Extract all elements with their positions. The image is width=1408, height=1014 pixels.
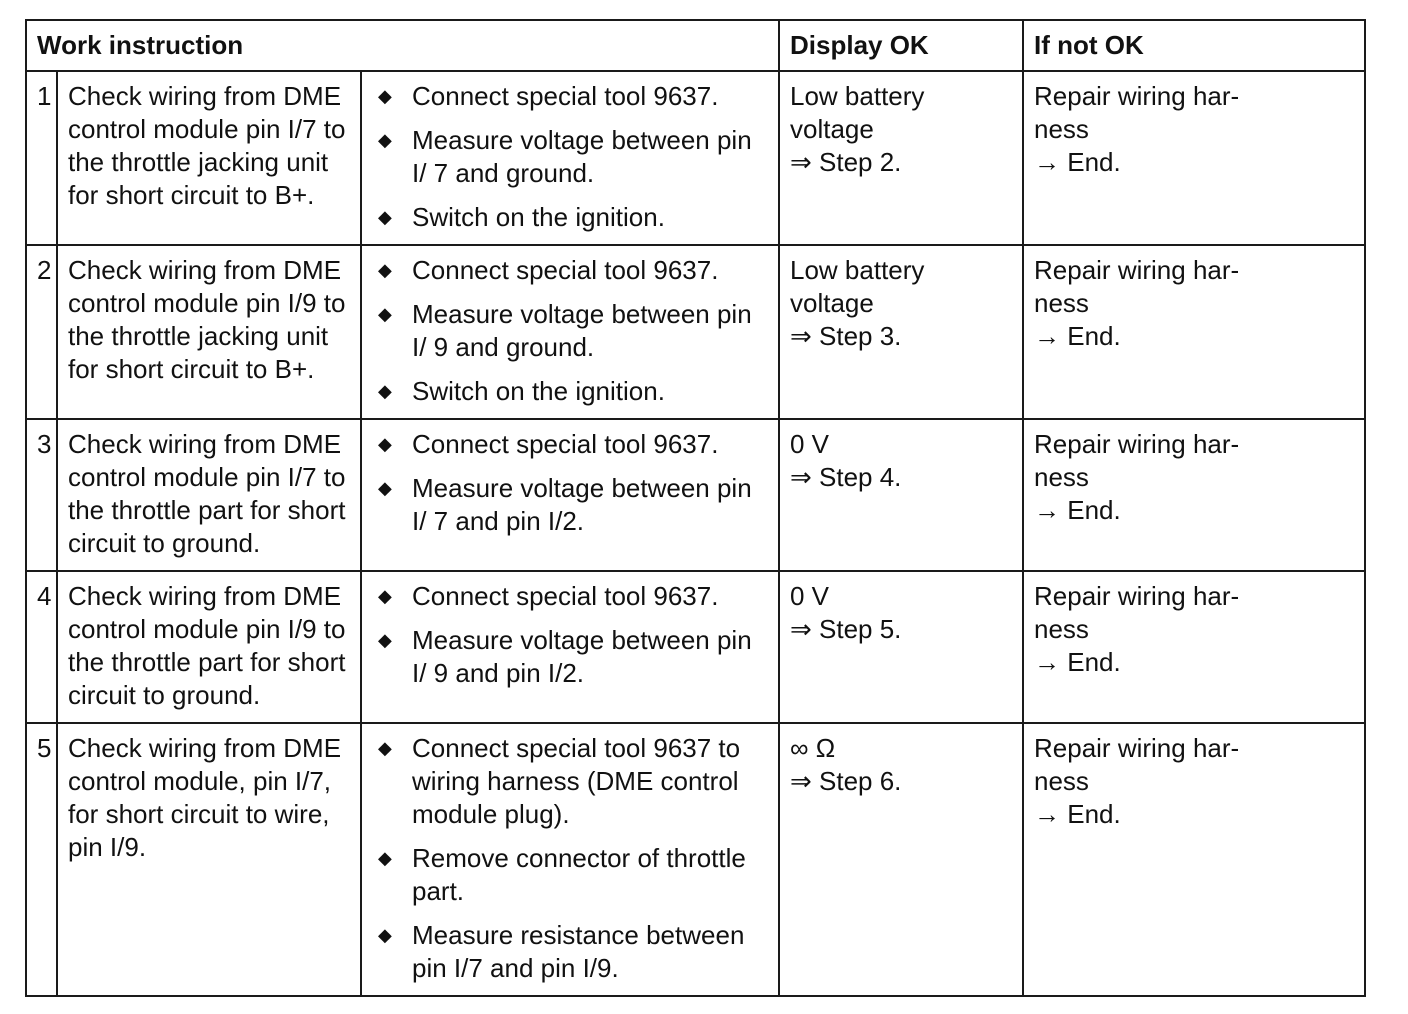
if-not-ok-line: → End.: [1034, 147, 1121, 177]
if-not-ok-cell: [1023, 245, 1365, 419]
step-actions: [361, 245, 779, 419]
if-not-ok-line: → End.: [1034, 321, 1121, 351]
action-list: [372, 254, 768, 408]
step-task: Check wiring from DME control module pin I/9 to the throttle part for short circuit to ground.: [57, 571, 361, 723]
header-row: [26, 20, 1365, 71]
diamond-bullet-icon: ◆: [378, 925, 392, 945]
step-actions: [361, 419, 779, 571]
display-ok-line: ⇒ Step 3.: [790, 321, 902, 351]
display-ok-cell: [779, 245, 1023, 419]
display-ok-cell: [779, 723, 1023, 996]
action-text: Measure voltage between pin I/ 9 and ground.: [412, 299, 752, 362]
display-ok-line: 0 V: [790, 581, 830, 611]
action-text: Switch on the ignition.: [412, 376, 665, 406]
step-number: 3: [26, 419, 57, 571]
if-not-ok-cell: [1023, 419, 1365, 571]
header-if-not-ok: If not OK: [1023, 20, 1365, 71]
table-row: [26, 723, 1365, 996]
step-number: 4: [26, 571, 57, 723]
action-item: [372, 732, 768, 831]
if-not-ok-line: → End.: [1034, 799, 1121, 829]
action-text: Connect special tool 9637.: [412, 429, 719, 459]
step-actions: [361, 571, 779, 723]
action-item: [372, 375, 768, 408]
display-ok-line: ⇒ Step 4.: [790, 462, 902, 492]
action-text: Measure voltage between pin I/ 9 and pin I/2.: [412, 625, 752, 688]
action-text: Connect special tool 9637 to wiring harness (DME control module plug).: [412, 733, 741, 829]
step-number: 1: [26, 71, 57, 245]
action-item: [372, 580, 768, 613]
action-list: [372, 428, 768, 538]
display-ok-line: Low battery voltage: [790, 255, 932, 318]
display-ok-line: 0 V: [790, 429, 830, 459]
action-text: Connect special tool 9637.: [412, 581, 719, 611]
step-task: Check wiring from DME control module pin I/7 to the throttle jacking unit for short circuit to B+.: [57, 71, 361, 245]
action-item: [372, 919, 768, 985]
table-row: [26, 71, 1365, 245]
action-item: [372, 624, 768, 690]
diamond-bullet-icon: ◆: [378, 738, 392, 758]
diamond-bullet-icon: ◆: [378, 848, 392, 868]
action-item: [372, 298, 768, 364]
diamond-bullet-icon: ◆: [378, 586, 392, 606]
step-task: Check wiring from DME control module pin I/7 to the throttle part for short circuit to ground.: [57, 419, 361, 571]
diamond-bullet-icon: ◆: [378, 260, 392, 280]
action-item: [372, 472, 768, 538]
if-not-ok-line: ness: [1034, 614, 1089, 644]
display-ok-line: ⇒ Step 2.: [790, 147, 902, 177]
action-item: [372, 80, 768, 113]
display-ok-cell: [779, 71, 1023, 245]
action-text: Measure resistance between pin I/7 and pin I/9.: [412, 920, 745, 983]
action-text: Connect special tool 9637.: [412, 255, 719, 285]
display-ok-line: ⇒ Step 6.: [790, 766, 902, 796]
action-item: [372, 124, 768, 190]
work-instruction-table: [25, 19, 1366, 997]
step-actions: [361, 71, 779, 245]
action-text: Switch on the ignition.: [412, 202, 665, 232]
action-item: [372, 201, 768, 234]
display-ok-line: Low battery voltage: [790, 81, 932, 144]
if-not-ok-line: Repair wiring har-: [1034, 429, 1240, 459]
if-not-ok-line: Repair wiring har-: [1034, 733, 1240, 763]
if-not-ok-line: → End.: [1034, 495, 1121, 525]
if-not-ok-cell: [1023, 71, 1365, 245]
diamond-bullet-icon: ◆: [378, 381, 392, 401]
if-not-ok-line: Repair wiring har-: [1034, 255, 1240, 285]
table-row: [26, 245, 1365, 419]
header-display-ok: Display OK: [779, 20, 1023, 71]
action-item: [372, 254, 768, 287]
if-not-ok-line: ness: [1034, 462, 1089, 492]
action-list: [372, 732, 768, 985]
display-ok-line: ⇒ Step 5.: [790, 614, 902, 644]
header-work-instruction: Work instruction: [26, 20, 779, 71]
diamond-bullet-icon: ◆: [378, 304, 392, 324]
display-ok-line: ∞ Ω: [790, 733, 836, 763]
if-not-ok-line: → End.: [1034, 647, 1121, 677]
diamond-bullet-icon: ◆: [378, 478, 392, 498]
if-not-ok-cell: [1023, 571, 1365, 723]
action-item: [372, 842, 768, 908]
table-row: [26, 419, 1365, 571]
if-not-ok-line: ness: [1034, 288, 1089, 318]
action-text: Connect special tool 9637.: [412, 81, 719, 111]
action-text: Measure voltage between pin I/ 7 and pin I/2.: [412, 473, 752, 536]
diamond-bullet-icon: ◆: [378, 86, 392, 106]
diamond-bullet-icon: ◆: [378, 434, 392, 454]
display-ok-cell: [779, 419, 1023, 571]
action-text: Remove connector of throttle part.: [412, 843, 746, 906]
step-task: Check wiring from DME control module pin I/9 to the throttle jacking unit for short circuit to B+.: [57, 245, 361, 419]
if-not-ok-cell: [1023, 723, 1365, 996]
action-list: [372, 580, 768, 690]
step-number: 2: [26, 245, 57, 419]
action-text: Measure voltage between pin I/ 7 and ground.: [412, 125, 752, 188]
step-actions: [361, 723, 779, 996]
if-not-ok-line: Repair wiring har-: [1034, 81, 1240, 111]
step-number: 5: [26, 723, 57, 996]
if-not-ok-line: ness: [1034, 114, 1089, 144]
diamond-bullet-icon: ◆: [378, 207, 392, 227]
if-not-ok-line: Repair wiring har-: [1034, 581, 1240, 611]
display-ok-cell: [779, 571, 1023, 723]
step-task: Check wiring from DME control module, pin I/7, for short circuit to wire, pin I/9.: [57, 723, 361, 996]
if-not-ok-line: ness: [1034, 766, 1089, 796]
action-list: [372, 80, 768, 234]
diamond-bullet-icon: ◆: [378, 630, 392, 650]
action-item: [372, 428, 768, 461]
table-row: [26, 571, 1365, 723]
diamond-bullet-icon: ◆: [378, 130, 392, 150]
